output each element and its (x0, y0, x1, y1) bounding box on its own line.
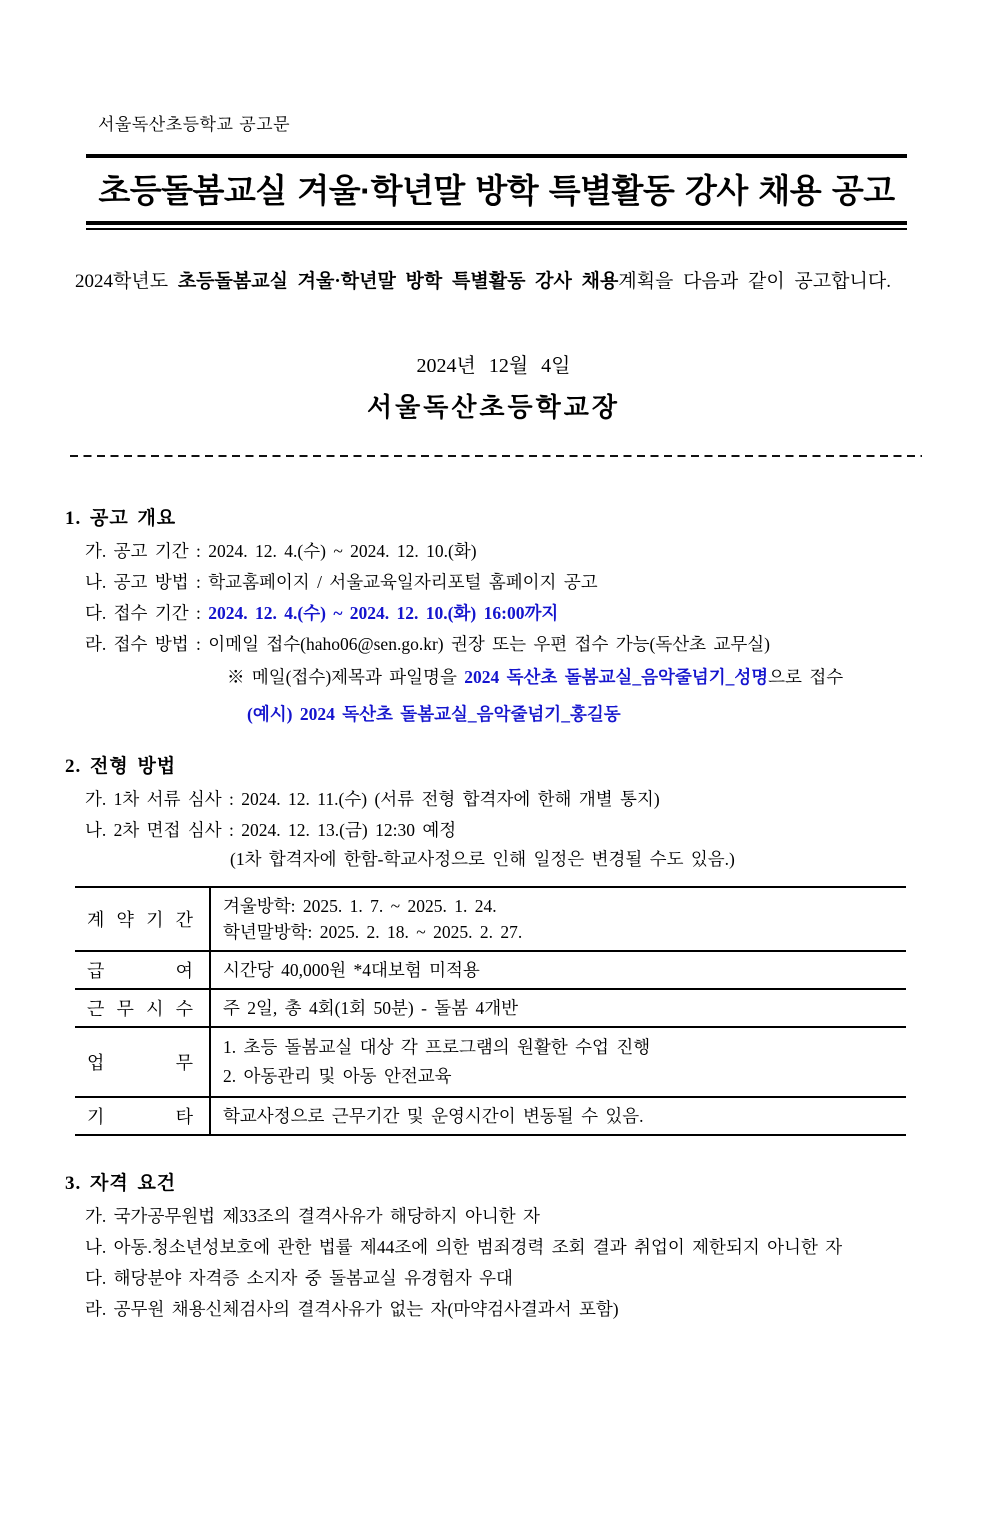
section-1-item-na: 나. 공고 방법 : 학교홈페이지 / 서울교육일자리포털 홈페이지 공고 (85, 572, 598, 592)
section-1-item-ga: 가. 공고 기간 : 2024. 12. 4.(수) ~ 2024. 12. 10.(화) (85, 541, 477, 561)
row-label: 근 무 시 수 (75, 990, 211, 1026)
receipt-period-label: 다. 접수 기간 : (85, 603, 209, 623)
table-row-work-hours (75, 990, 906, 1028)
intro-post: 계획을 다음과 같이 공고합니다. (618, 271, 891, 292)
section-2-item-ga: 가. 1차 서류 심사 : 2024. 12. 11.(수) (서류 전형 합격자에 한해 개별 통지) (85, 789, 660, 809)
work-hours-line: 주 2일, 총 4회(1회 50분) - 돌봄 4개반 (223, 998, 519, 1018)
row-label: 급 여 (75, 952, 211, 988)
title-double-rule (86, 221, 907, 230)
row-label: 업 무 (75, 1028, 211, 1096)
row-label: 계 약 기 간 (75, 888, 211, 950)
page-title: 초등돌봄교실 겨울·학년말 방학 특별활동 강사 채용 공고 (98, 172, 895, 209)
duty-line-1: 1. 초등 돌봄교실 대상 각 프로그램의 원활한 수업 진행 (223, 1037, 651, 1057)
intro-pre: 2024학년도 (75, 271, 178, 292)
issuer-line: 서울독산초등학교장 (366, 393, 621, 422)
intro-bold: 초등돌봄교실 겨울·학년말 방학 특별활동 강사 채용 (177, 271, 619, 292)
pay-line: 시간당 40,000원 *4대보험 미적용 (223, 960, 480, 980)
date-line: 2024년 12월 4일 (416, 355, 571, 377)
table-row-duties (75, 1028, 906, 1098)
schedule-change-note: (1차 합격자에 한함-학교사정으로 인해 일정은 변경될 수도 있음.) (230, 849, 735, 869)
receipt-period-value: 2024. 12. 4.(수) ~ 2024. 12. 10.(화) 16:00까지 (208, 603, 559, 623)
etc-line: 학교사정으로 근무기간 및 운영시간이 변동될 수 있음. (223, 1106, 644, 1126)
row-value (211, 952, 906, 988)
row-value (211, 1028, 906, 1096)
section-3-item-da: 다. 해당분야 자격증 소지자 중 돌봄교실 유경험자 우대 (85, 1268, 513, 1288)
row-value (211, 888, 906, 950)
section-1-item-ra: 라. 접수 방법 : 이메일 접수(haho06@sen.go.kr) 권장 또는 우편 접수 가능(독산초 교무실) (85, 634, 770, 654)
intro-paragraph (75, 266, 930, 293)
note-pre: ※ 메일(접수)제목과 파일명을 (227, 667, 465, 687)
document-page (0, 110, 992, 1319)
contract-table (75, 886, 906, 1136)
row-value (211, 990, 906, 1026)
section-2-item-na: 나. 2차 면접 심사 : 2024. 12. 13.(금) 12:30 예정 (85, 820, 457, 840)
row-value (211, 1098, 906, 1134)
title-box (86, 154, 907, 221)
table-row-pay (75, 952, 906, 990)
note-post: 으로 접수 (768, 667, 844, 687)
section-3-item-na: 나. 아동.청소년성보호에 관한 법률 제44조에 의한 범죄경력 조회 결과 취업이 제한되지 아니한 자 (85, 1237, 843, 1257)
filename-example: (예시) 2024 독산초 돌봄교실_음악줄넘기_홍길동 (247, 704, 621, 724)
contract-yearend-line: 학년말방학: 2025. 2. 18. ~ 2025. 2. 27. (223, 922, 523, 942)
row-label: 기 타 (75, 1098, 211, 1134)
section-3-item-ra: 라. 공무원 채용신체검사의 결격사유가 없는 자(마약검사결과서 포함) (85, 1299, 619, 1319)
note-filename: 2024 독산초 돌봄교실_음악줄넘기_성명 (464, 667, 769, 687)
section-3-heading: 3. 자격 요건 (65, 1173, 177, 1194)
dashed-divider (70, 455, 922, 457)
section-1-heading: 1. 공고 개요 (65, 508, 177, 529)
table-row-etc (75, 1098, 906, 1136)
mail-naming-note (227, 668, 922, 687)
section-1-item-da (85, 604, 922, 623)
duty-line-2: 2. 아동관리 및 아동 안전교육 (223, 1066, 452, 1086)
section-3-item-ga: 가. 국가공무원법 제33조의 결격사유가 해당하지 아니한 자 (85, 1206, 540, 1226)
table-row-contract-period (75, 888, 906, 952)
section-2-heading: 2. 전형 방법 (65, 756, 177, 777)
contract-winter-line: 겨울방학: 2025. 1. 7. ~ 2025. 1. 24. (223, 896, 497, 916)
header-label: 서울독산초등학교 공고문 (98, 115, 291, 135)
